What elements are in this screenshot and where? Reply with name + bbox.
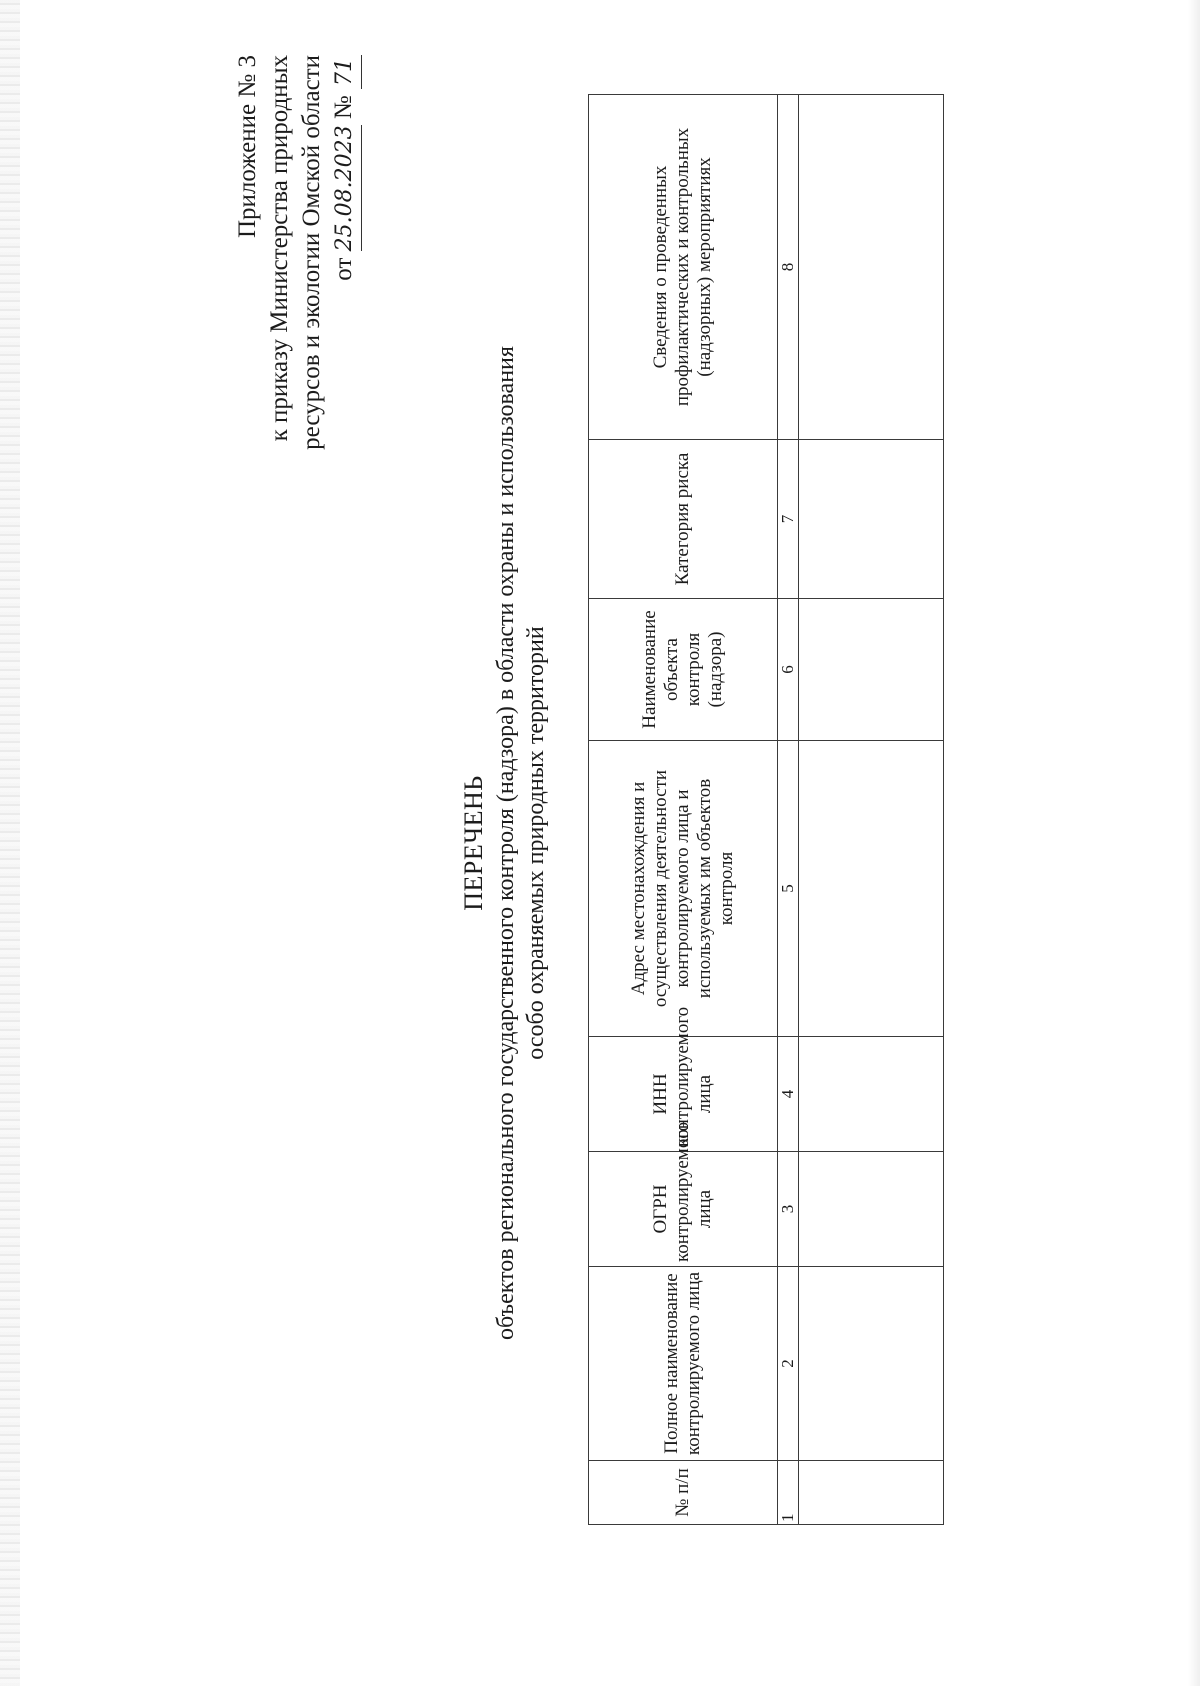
table-cell bbox=[799, 1037, 944, 1152]
header-risk-category: Категория риска bbox=[589, 440, 778, 599]
document-title: ПЕРЕЧЕНЬ bbox=[459, 775, 488, 911]
header-index: № п/п bbox=[589, 1461, 778, 1525]
document-page bbox=[150, 43, 1050, 1643]
appendix-order-ref: к приказу Министерства природных bbox=[266, 55, 293, 442]
document-subtitle-line2: особо охраняемых природных территорий bbox=[523, 626, 549, 1060]
table-cell bbox=[799, 741, 944, 1037]
column-number: 8 bbox=[778, 95, 799, 440]
scan-edge-artifact bbox=[0, 0, 20, 1686]
appendix-ministry: ресурсов и экологии Омской области bbox=[298, 55, 325, 450]
header-address: Адрес местонахождения и осуществления деятельности контролируемого лица и используемых им объектов контроля bbox=[589, 741, 778, 1037]
column-number: 2 bbox=[778, 1267, 799, 1461]
column-number-row bbox=[778, 95, 799, 1525]
table-header-row bbox=[589, 95, 778, 1525]
header-full-name: Полное наименование контролируемого лица bbox=[589, 1267, 778, 1461]
appendix-number: Приложение № 3 bbox=[234, 55, 261, 239]
table-cell bbox=[799, 1152, 944, 1267]
order-number: 71 bbox=[329, 55, 362, 89]
column-number: 6 bbox=[778, 599, 799, 741]
scan-edge-artifact-right bbox=[1188, 0, 1200, 1686]
order-date: 25.08.2023 bbox=[329, 125, 362, 251]
table-cell bbox=[799, 95, 944, 440]
registry-table bbox=[588, 94, 944, 1525]
column-number: 5 bbox=[778, 741, 799, 1037]
header-measures-info: Сведения о проведенных профилактических и контрольных (надзорных) мероприятиях bbox=[589, 95, 778, 440]
column-number: 1 bbox=[778, 1461, 799, 1525]
appendix-header bbox=[232, 55, 362, 450]
table-cell bbox=[799, 1267, 944, 1461]
column-number: 4 bbox=[778, 1037, 799, 1152]
column-number: 3 bbox=[778, 1152, 799, 1267]
table-cell bbox=[799, 599, 944, 741]
table-cell bbox=[799, 440, 944, 599]
from-label: от bbox=[330, 257, 357, 281]
table-cell bbox=[799, 1461, 944, 1525]
appendix-date-line bbox=[328, 55, 362, 450]
column-number: 7 bbox=[778, 440, 799, 599]
table-row bbox=[799, 95, 944, 1525]
document-subtitle-line1: объектов регионального государственного контроля (надзора) в области охраны и использования bbox=[493, 346, 519, 1340]
title-block bbox=[457, 43, 551, 1643]
header-ogrn: ОГРН контролируемого лица bbox=[589, 1152, 778, 1267]
header-inn: ИНН контролируемого лица bbox=[589, 1037, 778, 1152]
header-object-name: Наименование объекта контроля (надзора) bbox=[589, 599, 778, 741]
number-label: № bbox=[330, 95, 357, 120]
